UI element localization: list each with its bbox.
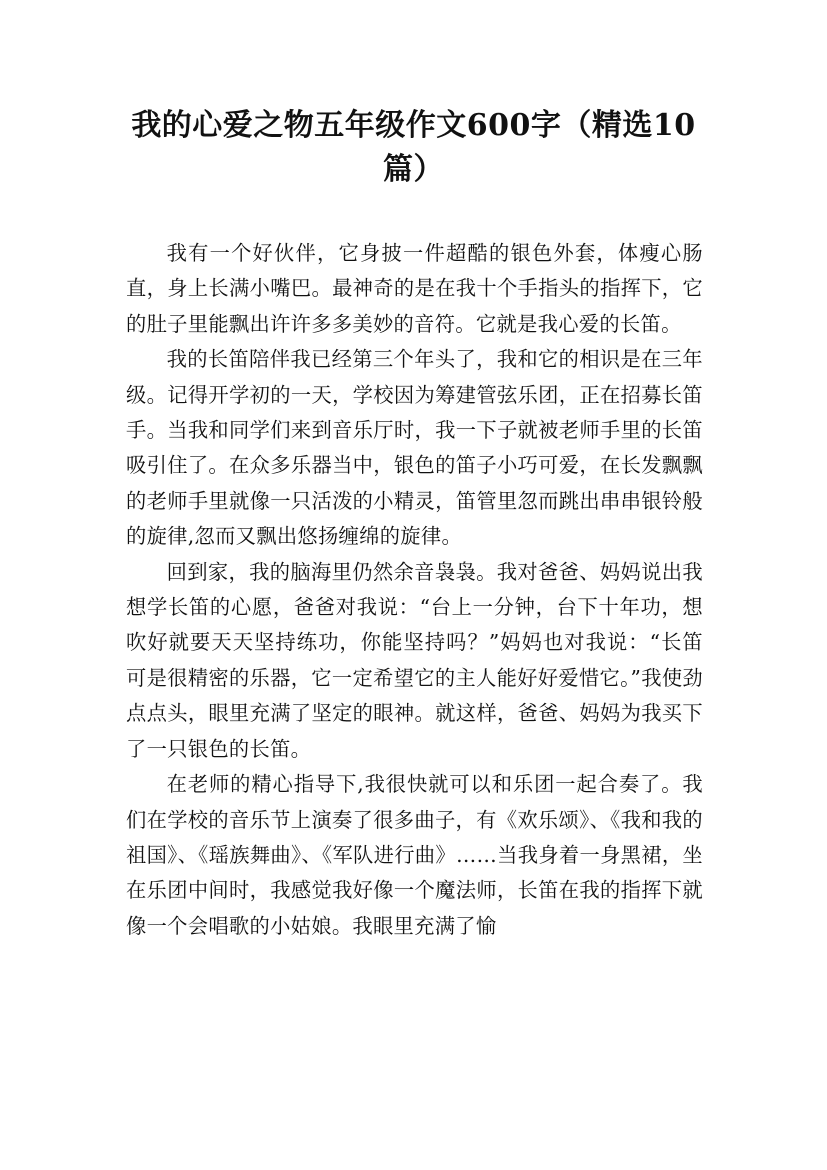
document-body — [126, 236, 703, 944]
paragraph: 我有一个好伙伴，它身披一件超酷的银色外套，体瘦心肠直，身上长满小嘴巴。最神奇的是在我十个手指头的指挥下，它的肚子里能飘出许许多多美妙的音符。它就是我心爱的长笛。 — [126, 241, 703, 336]
paragraph: 我的长笛陪伴我已经第三个年头了，我和它的相识是在三年级。记得开学初的一天，学校因为筹建管弦乐团，正在招募长笛手。当我和同学们来到音乐厅时，我一下子就被老师手里的长笛吸引住了。在众多乐器当中，银色的笛子小巧可爱，在长发飘飘的老师手里就像一只活泼的小精灵，笛管里忽而跳出串串银铃般的旋律,忽而又飘出悠扬缠绵的旋律。 — [126, 347, 703, 549]
paragraph: 回到家，我的脑海里仍然余音袅袅。我对爸爸、妈妈说出我想学长笛的心愿，爸爸对我说：“台上一分钟，台下十年功，想吹好就要天天坚持练功，你能坚持吗？”妈妈也对我说：“长笛可是很精密的乐器，它一定希望它的主人能好好爱惜它。”我使劲点点头，眼里充满了坚定的眼神。就这样，爸爸、妈妈为我买下了一只银色的长笛。 — [126, 559, 703, 761]
paragraph: 在老师的精心指导下,我很快就可以和乐团一起合奏了。我们在学校的音乐节上演奏了很多曲子，有《欢乐颂》、《我和我的祖国》、《瑶族舞曲》、《军队进行曲》……当我身着一身黑裙，坐在乐团中间时，我感觉我好像一个魔法师，长笛在我的指挥下就像一个会唱歌的小姑娘。我眼里充满了愉 — [126, 772, 703, 938]
document-title: 我的心爱之物五年级作文600字（精选10篇） — [131, 108, 696, 187]
